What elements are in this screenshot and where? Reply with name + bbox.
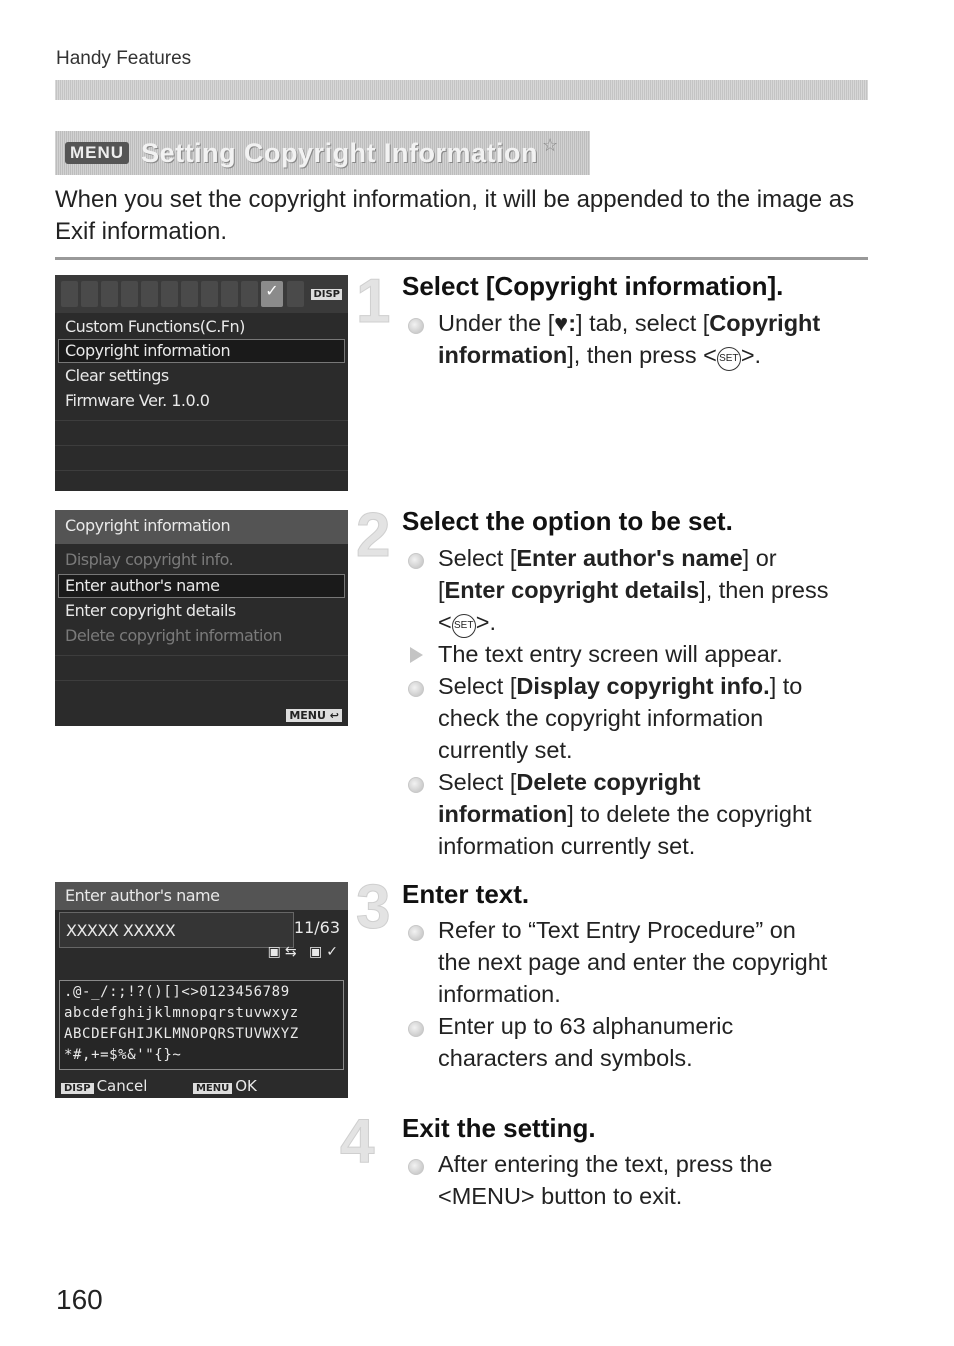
- char-row: abcdefghijklmnopqrstuvwxyz: [64, 1005, 299, 1021]
- step-result: The text entry screen will appear.: [438, 641, 783, 667]
- menu-tab: [161, 281, 178, 307]
- char-row: *#,+=$%&'"{}~: [64, 1047, 182, 1063]
- step-text: Select [Enter author's name] or: [438, 545, 777, 571]
- step-text: Under the [♥:] tab, select [Copyright: [438, 310, 821, 336]
- menu-tab: [121, 281, 138, 307]
- menu-item-disabled: Display copyright info.: [65, 550, 234, 569]
- page-number: 160: [56, 1284, 103, 1315]
- set-button-icon: SET: [452, 614, 476, 638]
- menu-item-disabled: Delete copyright information: [65, 626, 282, 645]
- menu-tab: [101, 281, 118, 307]
- char-counter: 11/63: [293, 918, 340, 937]
- header-band: [55, 80, 868, 100]
- screen-title-bar: [55, 510, 348, 544]
- ok-label: OK: [235, 1077, 257, 1095]
- divider: [55, 445, 348, 446]
- bullet-icon: [408, 1159, 424, 1175]
- menu-tab: [201, 281, 218, 307]
- step-text: check the copyright information: [438, 705, 764, 731]
- step-title: Enter text.: [402, 879, 530, 909]
- step-text: [Enter copyright details], then press: [438, 577, 829, 603]
- divider: [55, 655, 348, 656]
- return-icon: ↩: [329, 709, 339, 722]
- section-title-band: [55, 131, 590, 175]
- menu-item: Enter copyright details: [65, 601, 236, 620]
- divider: [55, 420, 348, 421]
- step-text: After entering the text, press the: [438, 1151, 773, 1177]
- camera-screen-text-entry: [55, 882, 348, 1098]
- step-number: 4: [340, 1107, 375, 1176]
- step-text: information currently set.: [438, 833, 696, 859]
- entry-value: XXXXX XXXXX: [66, 921, 176, 940]
- screen-title: Copyright information: [65, 516, 231, 535]
- char-row: .@-_/:;!?()[]<>0123456789: [64, 984, 290, 1000]
- menu-item: Clear settings: [65, 366, 169, 385]
- bullet-icon: [408, 553, 424, 569]
- menu-tab: [141, 281, 158, 307]
- step-text: information] to delete the copyright: [438, 801, 812, 827]
- menu-tag: MENU: [289, 709, 326, 722]
- step-text: currently set.: [438, 737, 573, 763]
- disp-icon: DISP: [61, 1083, 94, 1094]
- menu-tabs: [55, 275, 348, 313]
- step-text: < SET>.: [438, 609, 496, 638]
- cancel-label: Cancel: [96, 1077, 148, 1095]
- bullet-icon: [408, 925, 424, 941]
- intro-paragraph: When you set the copyright information, it will be appended to the image as Exif information.: [55, 186, 855, 245]
- screen-title: Enter author's name: [65, 886, 220, 905]
- section-header: Handy Features: [56, 48, 192, 69]
- step-number: 3: [356, 873, 391, 942]
- bullet-icon: [408, 777, 424, 793]
- menu-tag: MENU: [193, 1083, 232, 1094]
- menu-back-icon: [286, 709, 342, 722]
- menu-tab: [61, 281, 78, 307]
- step-title: Exit the setting.: [402, 1113, 596, 1143]
- arrow-icon: [410, 647, 423, 663]
- screen-title-bar: [55, 882, 348, 910]
- step-text: Refer to “Text Entry Procedure” on: [438, 917, 796, 943]
- menu-tab: [287, 281, 304, 307]
- menu-item-selected: Copyright information: [65, 341, 231, 360]
- menu-tab: [181, 281, 198, 307]
- bullet-icon: [408, 318, 424, 334]
- divider: [55, 680, 348, 681]
- menu-item: Custom Functions(C.Fn): [65, 317, 245, 336]
- step-title: Select the option to be set.: [402, 506, 733, 536]
- menu-item: Firmware Ver. 1.0.0: [65, 391, 210, 410]
- menu-item-selected: Enter author's name: [65, 576, 220, 595]
- menu-icon: MENU: [65, 142, 129, 164]
- divider: [55, 470, 348, 471]
- divider: [55, 257, 868, 260]
- step-text: information], then press < SET>.: [438, 342, 761, 371]
- step-title: Select [Copyright information].: [402, 271, 784, 301]
- step-number: 2: [356, 501, 391, 570]
- set-button-icon: SET: [717, 347, 741, 371]
- camera-screen-copyright: [55, 510, 348, 726]
- disp-icon: DISP: [313, 289, 340, 300]
- menu-tab: [241, 281, 258, 307]
- bullet-icon: [408, 1021, 424, 1037]
- menu-tab: [81, 281, 98, 307]
- char-row: ABCDEFGHIJKLMNOPQRSTUVWXYZ: [64, 1026, 299, 1042]
- page-title: Setting Copyright Information: [141, 137, 539, 168]
- bullet-icon: [408, 681, 424, 697]
- step-text: the next page and enter the copyright: [438, 949, 828, 975]
- text-entry-field: [59, 912, 294, 948]
- step-text: <MENU> button to exit.: [438, 1183, 683, 1209]
- star-icon: ☆: [542, 134, 559, 155]
- menu-tab: [221, 281, 238, 307]
- setup-tab-icon: ✓: [261, 281, 283, 307]
- character-palette: [59, 980, 344, 1070]
- step-text: Enter up to 63 alphanumeric: [438, 1013, 734, 1039]
- step-text: Select [Delete copyright: [438, 769, 701, 795]
- camera-screen-menu: [55, 275, 348, 491]
- step-text: Select [Display copyright info.] to: [438, 673, 803, 699]
- step-text: characters and symbols.: [438, 1045, 693, 1071]
- step-number: 1: [356, 267, 391, 336]
- step-text: information.: [438, 981, 561, 1007]
- entry-mode-icons: ▣⇆ ▣✓: [267, 944, 342, 960]
- screen-footer: [61, 1077, 257, 1095]
